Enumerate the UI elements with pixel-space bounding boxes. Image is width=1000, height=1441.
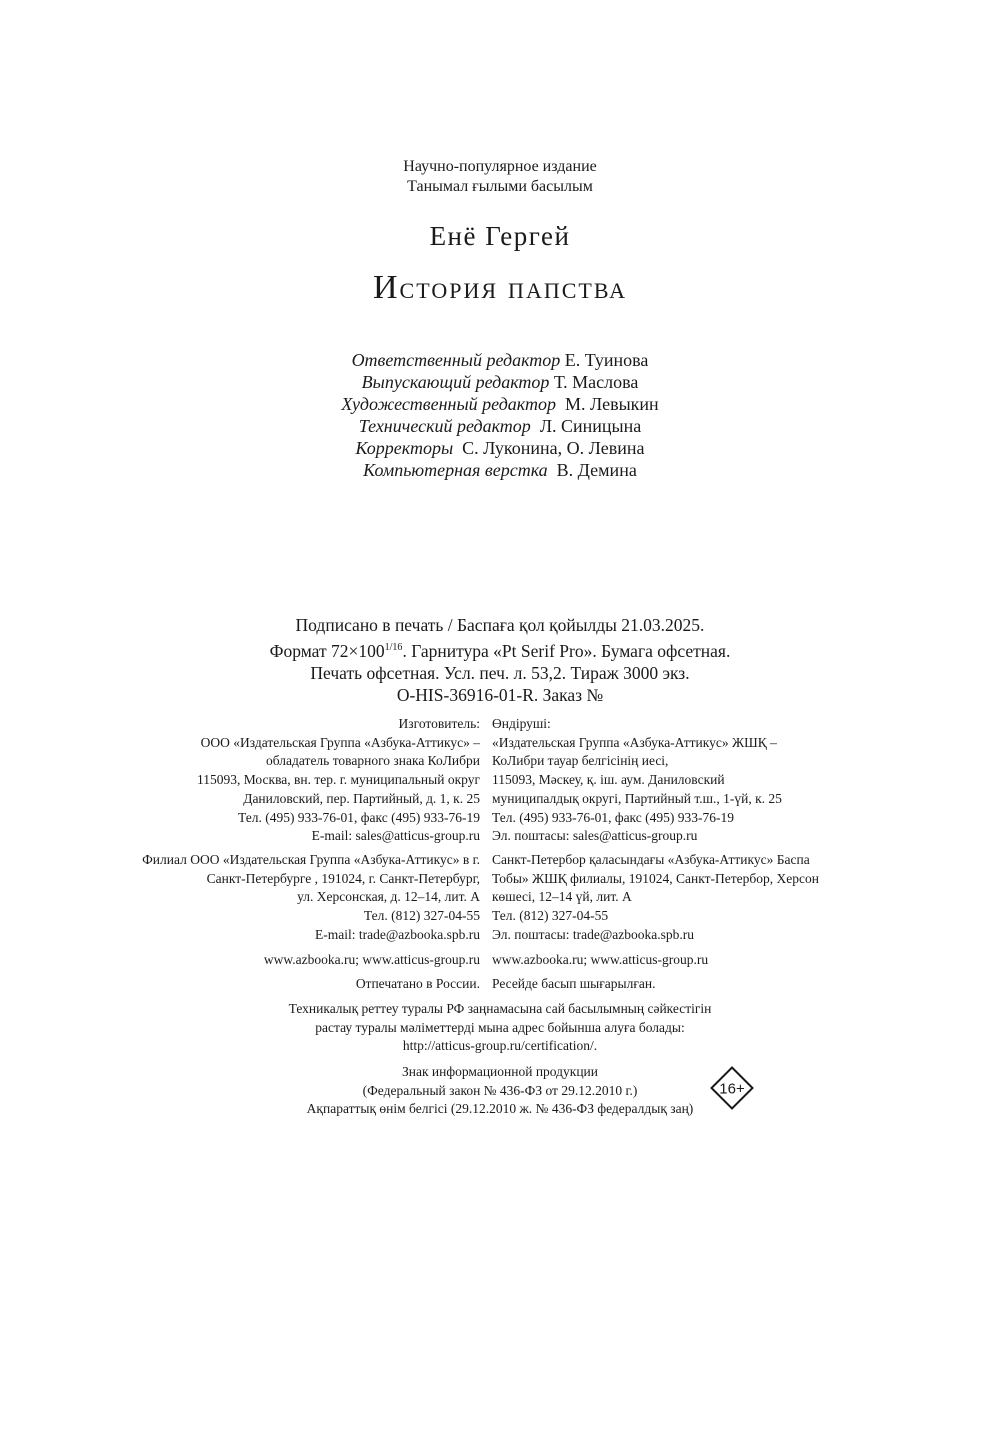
credit-name: Е. Туинова — [564, 350, 649, 370]
author-name: Енё Гергей — [429, 221, 571, 251]
imprint-print: Печать офсетная. Усл. печ. л. 53,2. Тираж 3000 экз. — [310, 662, 690, 683]
credit-line — [0, 349, 1000, 371]
credit-name: С. Луконина, О. Левина — [462, 438, 645, 458]
credit-name: В. Демина — [556, 460, 637, 480]
age-rating-text: 16+ — [719, 1080, 745, 1098]
info-sign-block: Знак информационной продукции (Федеральный закон № 436-ФЗ от 29.12.2010 г.) Ақпараттық өнім белгісі (29.12.2010 ж. № 436-ФЗ федералдық заң) — [306, 1064, 694, 1117]
imprint-signed: Подписано в печать / Баспаға қол қойылды 21.03.2025. — [295, 615, 705, 635]
credit-role: Корректоры — [355, 438, 454, 458]
certification-block: Техникалық реттеу туралы РФ заңнамасына сай басылымның сәйкестігін растау туралы мәліметтерді мына адрес бойынша алуға болады: http://atticus-group.ru/certification/. — [0, 1000, 1000, 1056]
websites-ru: www.azbooka.ru; www.atticus-group.ru — [263, 952, 480, 967]
credit-name: Т. Маслова — [553, 372, 639, 392]
credit-role: Художественный редактор — [341, 394, 556, 414]
credit-name: М. Левыкин — [564, 394, 659, 414]
manufacturer-kz: Өндіруші: «Издательская Группа «Азбука-Аттикус» ЖШҚ – КоЛибри тауар белгісінің иесі, 115093, Мәскеу, қ. іш. аум. Даниловский муниципалдық округі, Партийный т.ш., 1-үй, к. 25 Тел. (495) 933-76-01, факс (495) 933-76-19 Эл. поштасы: sales@atticus-group.ru — [492, 716, 782, 844]
credit-role: Технический редактор — [358, 416, 531, 436]
websites-kz: www.azbooka.ru; www.atticus-group.ru — [492, 952, 709, 967]
book-title-rest: стория папства — [399, 269, 628, 305]
format-fraction: 1/16 — [384, 641, 403, 653]
credit-role: Компьютерная верстка — [363, 460, 548, 480]
imprint-order: O-HIS-36916-01-R. Заказ № — [396, 685, 604, 706]
branch-kz: Санкт-Петербор қаласындағы «Азбука-Аттикус» Баспа Тобы» ЖШҚ филиалы, 191024, Санкт-Петербор, Херсон көшесі, 12–14 үй, лит. А Тел. (812) 327-04-55 Эл. поштасы: trade@azbooka.spb.ru — [492, 852, 819, 942]
credit-line — [0, 437, 1000, 459]
credit-line — [0, 459, 1000, 481]
age-rating-badge — [710, 1066, 754, 1110]
credit-name: Л. Синицына — [539, 416, 642, 436]
credits-block — [0, 349, 1000, 481]
credit-role: Ответственный редактор — [351, 350, 561, 370]
manufacturer-ru: Изготовитель: ООО «Издательская Группа «Азбука-Аттикус» – обладатель товарного знака КоЛибри 115093, Москва, вн. тер. г. муниципальный округ Даниловский, пер. Партийный, д. 1, к. 25 Тел. (495) 933-76-01, факс (495) 933-76-19 E-mail: sales@atticus-group.ru — [197, 716, 480, 844]
credit-line — [0, 415, 1000, 437]
genre-kz: Танымал ғылыми басылым — [407, 178, 593, 195]
credit-role: Выпускающий редактор — [361, 372, 550, 392]
genre-ru: Научно-популярное издание — [403, 158, 597, 175]
genre-block — [0, 157, 1000, 197]
credit-line — [0, 371, 1000, 393]
book-title — [0, 269, 1000, 307]
branch-ru: Филиал ООО «Издательская Группа «Азбука-Аттикус» в г. Санкт-Петербурге , 191024, г. Санкт-Петербург, ул. Херсонская, д. 12–14, лит. А Тел. (812) 327-04-55 E-mail: trade@azbooka.spb.ru — [142, 852, 480, 942]
printed-ru: Отпечатано в России. — [355, 976, 480, 991]
book-title-initial: И — [372, 269, 400, 306]
imprint-format: Формат $72\times 100^{1/16}$. Гарнитура «Pt Serif Pro». Бумага офсетная. — [269, 640, 731, 661]
imprint-block — [0, 614, 1000, 707]
printed-kz: Ресейде басып шығарылған. — [492, 976, 656, 991]
credit-line — [0, 393, 1000, 415]
certification-link: http://atticus-group.ru/certification/. — [402, 1038, 598, 1054]
